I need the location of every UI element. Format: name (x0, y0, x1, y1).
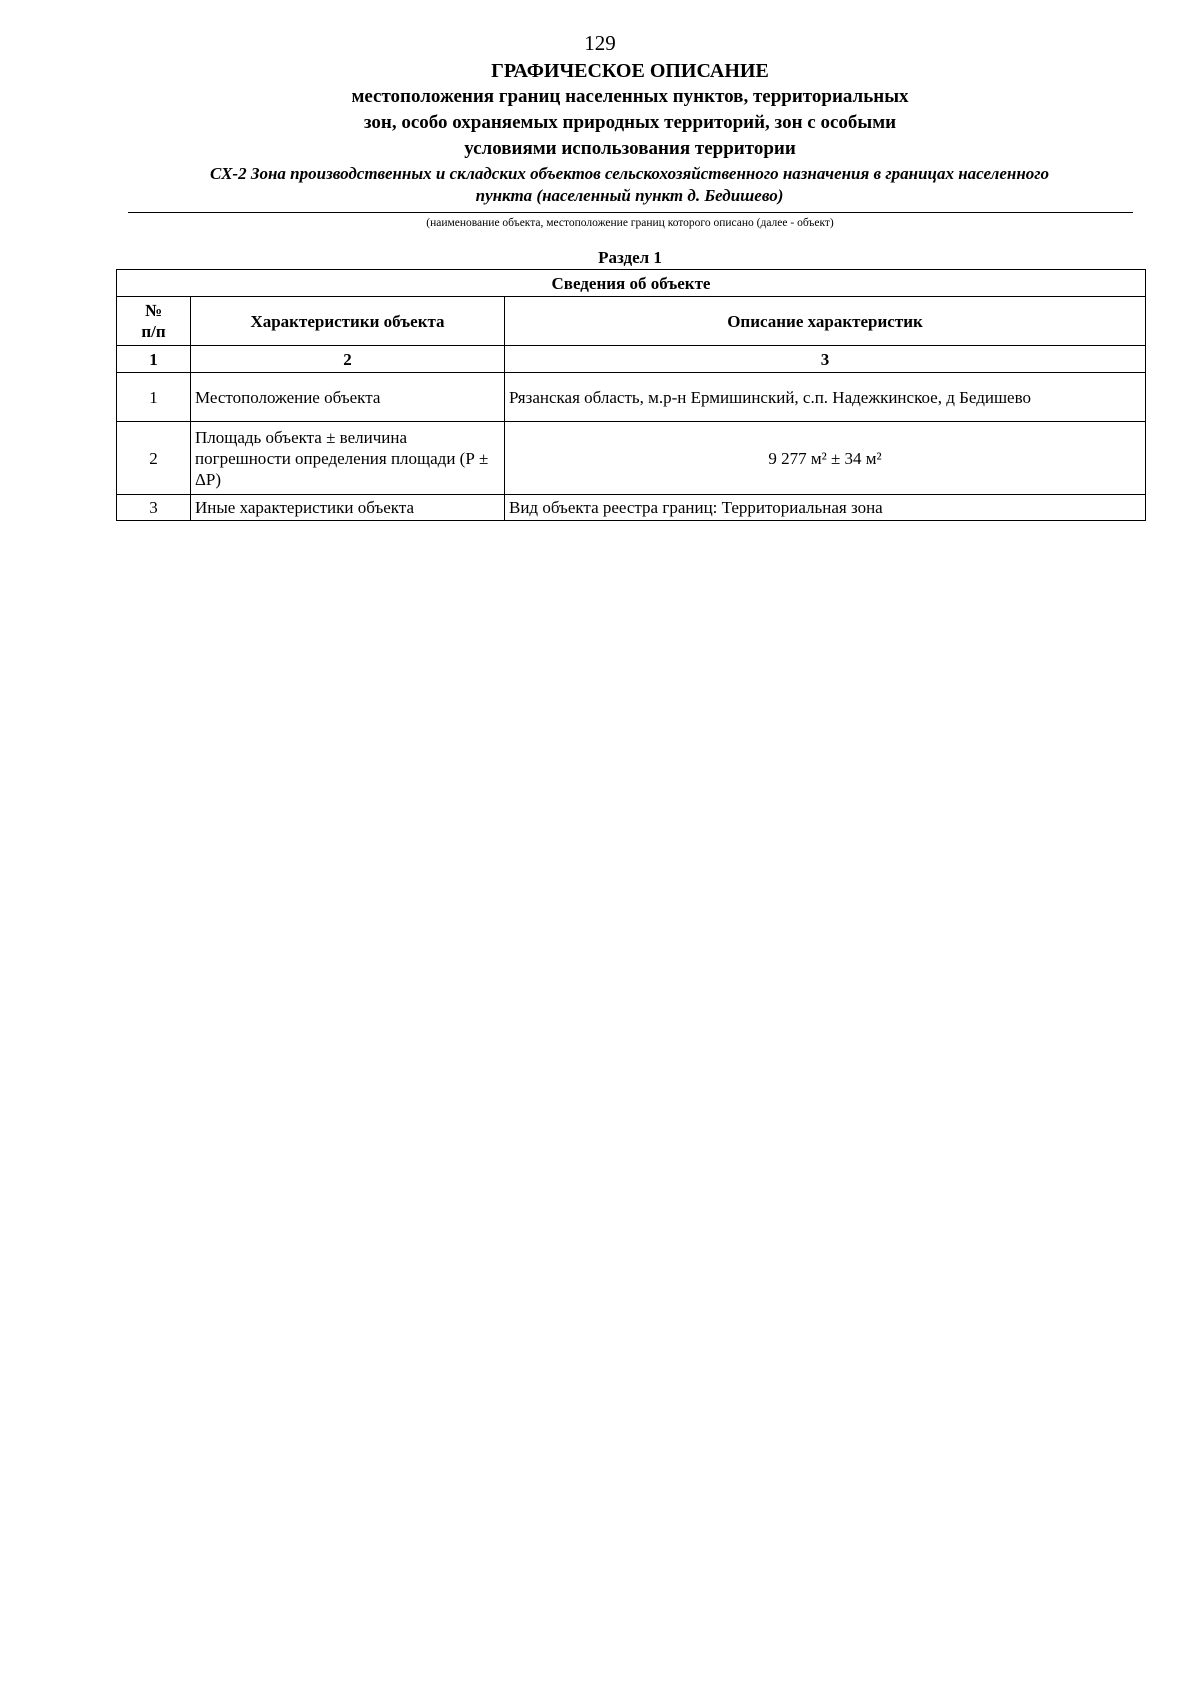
table-row (117, 422, 1146, 495)
row-number: 1 (117, 373, 191, 422)
row-characteristic: Местоположение объекта (191, 373, 505, 422)
column-header-number-line-2: п/п (141, 322, 166, 341)
row-characteristic: Иные характеристики объекта (191, 495, 505, 521)
table-title-row (117, 270, 1146, 297)
column-index-2: 2 (191, 346, 505, 373)
column-index-3: 3 (505, 346, 1146, 373)
row-description: Вид объекта реестра границ: Территориальная зона (505, 495, 1146, 521)
row-number: 2 (117, 422, 191, 495)
object-name-underline (128, 212, 1133, 213)
table-title: Сведения об объекте (117, 270, 1146, 297)
document-subtitle-line-1: местоположения границ населенных пунктов, территориальных (351, 86, 909, 107)
object-caption: (наименование объекта, местоположение границ которого описано (далее - объект) (426, 217, 834, 229)
object-name (128, 163, 1131, 207)
row-description: Рязанская область, м.р-н Ермишинский, с.п. Надежкинское, д Бедишево (505, 373, 1146, 422)
column-index-row (117, 346, 1146, 373)
document-subtitle-line-3: условиями использования территории (464, 138, 796, 159)
row-characteristic: Площадь объекта ± величина погрешности определения площади (Р ± ΔР) (191, 422, 505, 495)
column-index-1: 1 (117, 346, 191, 373)
column-header-characteristics: Характеристики объекта (191, 297, 505, 346)
document-subtitle-line-2: зон, особо охраняемых природных территорий, зон с особыми (363, 112, 897, 133)
document-heading (0, 58, 1200, 162)
object-name-line-1: СХ-2 Зона производственных и складских объектов сельскохозяйственного назначения в границах населенного (209, 164, 1050, 183)
object-info-table (116, 269, 1146, 521)
table-header-row (117, 297, 1146, 346)
table-row (117, 373, 1146, 422)
column-header-description: Описание характеристик (505, 297, 1146, 346)
row-description: 9 277 м² ± 34 м² (505, 422, 1146, 495)
object-name-line-2: пункта (населенный пункт д. Бедишево) (475, 186, 784, 205)
row-number: 3 (117, 495, 191, 521)
section-title: Раздел 1 (598, 248, 662, 267)
document-title: ГРАФИЧЕСКОЕ ОПИСАНИЕ (491, 60, 769, 82)
column-header-number-line-1: № (144, 301, 163, 320)
column-header-number (117, 297, 191, 346)
table-row (117, 495, 1146, 521)
page-number: 129 (584, 31, 616, 55)
